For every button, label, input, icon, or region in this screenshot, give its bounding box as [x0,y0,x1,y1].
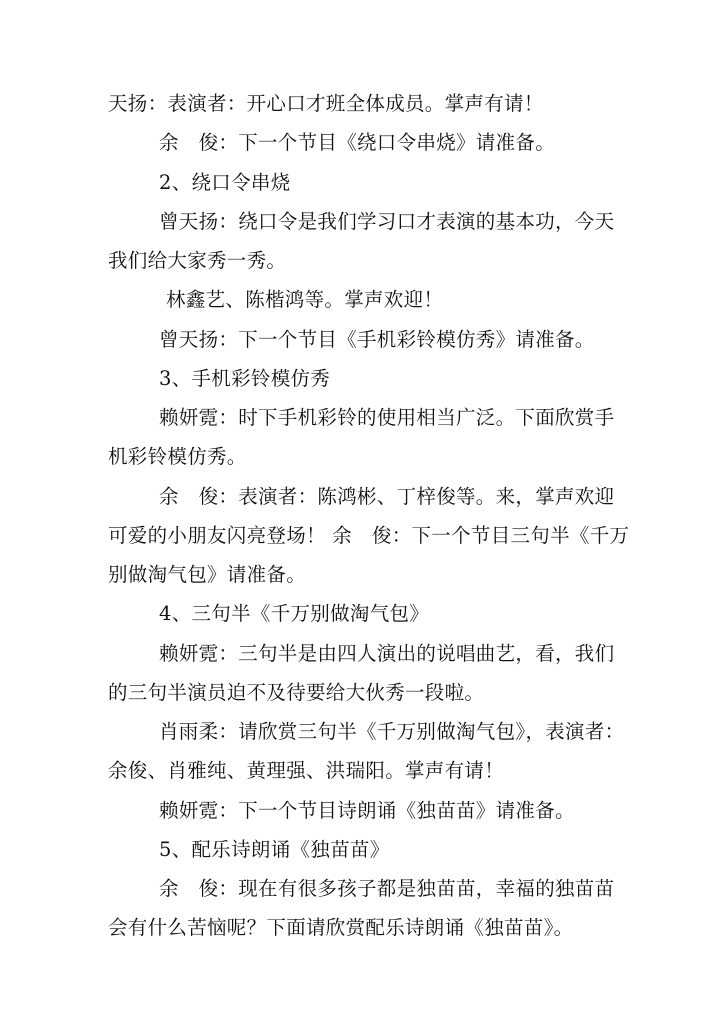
text-line-19: 赖妍霓：下一个节目诗朗诵《独苗苗》请准备。 [159,799,575,822]
text-line-10: 机彩铃模仿秀。 [108,445,247,468]
section-heading-4: 4、三句半《千万别做淘气包》 [159,602,430,625]
text-line-1: 天扬：表演者：开心口才班全体成员。掌声有请！ [108,92,544,115]
text-line-22: 会有什么苦恼呢？下面请欣赏配乐诗朗诵《独苗苗》。 [108,916,574,939]
text-line-13: 别做淘气包》请准备。 [108,563,307,586]
section-heading-2: 2、绕口令串烧 [159,171,291,194]
text-line-11: 余 俊：表演者：陈鸿彬、丁梓俊等。来，掌声欢迎 [159,485,615,508]
text-line-18: 余俊、肖雅纯、黄理强、洪瑞阳。掌声有请！ [108,759,505,782]
text-line-16: 的三句半演员迫不及待要给大伙秀一段啦。 [108,681,485,704]
text-line-9: 赖妍霓：时下手机彩铃的使用相当广泛。下面欣赏手 [159,406,615,429]
text-line-4: 曾天扬：绕口令是我们学习口才表演的基本功，今天 [159,210,615,233]
section-heading-3: 3、手机彩铃模仿秀 [159,367,331,390]
text-line-2: 余 俊：下一个节目《绕口令串烧》请准备。 [159,131,556,154]
text-line-6: 林鑫艺、陈楷鸿等。掌声欢迎！ [166,288,444,311]
text-line-12: 可爱的小朋友闪亮登场！ 余 俊：下一个节目三句半《千万 [108,524,630,547]
section-heading-5: 5、配乐诗朗诵《独苗苗》 [159,838,390,861]
text-line-5: 我们给大家秀一秀。 [108,249,287,272]
text-line-15: 赖妍霓：三句半是由四人演出的说唱曲艺，看，我们 [159,642,615,665]
text-line-21: 余 俊：现在有很多孩子都是独苗苗，幸福的独苗苗 [159,877,615,900]
text-line-17: 肖雨柔：请欣赏三句半《千万别做淘气包》，表演者： [159,720,625,743]
text-line-7: 曾天扬：下一个节目《手机彩铃模仿秀》请准备。 [159,328,595,351]
